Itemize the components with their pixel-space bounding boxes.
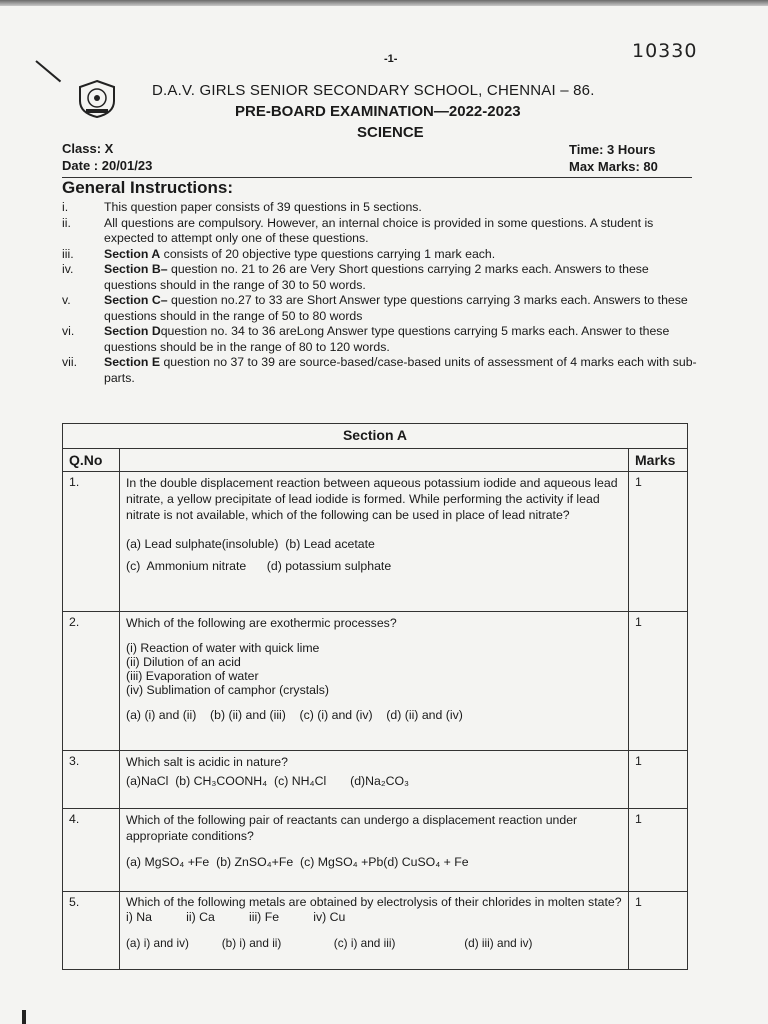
instruction-text: Section Dquestion no. 34 to 36 areLong Answer type questions carrying 5 marks each. Answer to these questions should be in the range of 80 to 120 words. xyxy=(104,324,670,354)
question-header-blank xyxy=(120,449,629,472)
instructions-list xyxy=(62,200,702,386)
list-item: (i) Reaction of water with quick lime xyxy=(126,641,320,655)
instruction-text: This question paper consists of 39 questions in 5 sections. xyxy=(104,200,422,214)
subject-title: SCIENCE xyxy=(357,124,424,141)
marks-value: 1 xyxy=(629,809,688,892)
instruction-text: Section E question no 37 to 39 are source-based/case-based units of assessment of 4 marks each with sub-parts. xyxy=(104,355,697,385)
question-cell xyxy=(120,472,629,612)
marks-value: 1 xyxy=(629,612,688,751)
list-item: (iii) Evaporation of water xyxy=(126,669,259,683)
question-number: 1. xyxy=(63,472,120,612)
section-title: Section A xyxy=(63,424,688,449)
table-row xyxy=(63,892,688,970)
marks-value: 1 xyxy=(629,892,688,970)
time-label: Time: 3 Hours xyxy=(569,142,656,157)
page-number: -1- xyxy=(384,53,398,65)
instruction-item xyxy=(62,293,702,324)
section-a-table xyxy=(62,423,688,970)
marks-header: Marks xyxy=(629,449,688,472)
question-number: 3. xyxy=(63,751,120,809)
school-name: D.A.V. GIRLS SENIOR SECONDARY SCHOOL, CHENNAI – 86. xyxy=(152,82,595,99)
instruction-text: Section A consists of 20 objective type questions carrying 1 mark each. xyxy=(104,246,496,261)
date-label: Date : 20/01/23 xyxy=(62,158,153,173)
instruction-number: vi. xyxy=(62,324,75,338)
instruction-number: vii. xyxy=(62,355,78,369)
instruction-number: iv. xyxy=(62,262,74,276)
instruction-item xyxy=(62,247,702,263)
list-item: i) Na ii) Ca iii) Fe iv) Cu xyxy=(126,910,346,924)
question-number: 5. xyxy=(63,892,120,970)
instruction-text: All questions are compulsory. However, an internal choice is provided in some questions. A student is expected to attempt only one of these questions. xyxy=(104,215,654,245)
instruction-item xyxy=(62,324,702,355)
table-row xyxy=(63,751,688,809)
instruction-item xyxy=(62,355,702,386)
instruction-item xyxy=(62,216,702,247)
instruction-text: Section B– question no. 21 to 26 are Very Short questions carrying 2 marks each. Answers to these questions should in the range of 30 to 50 words. xyxy=(104,262,649,292)
option-line: (a) (i) and (ii) (b) (ii) and (iii) (c) (i) and (iv) (d) (ii) and (iv) xyxy=(126,708,463,722)
table-row xyxy=(63,472,688,612)
question-cell xyxy=(120,751,629,809)
option-line: (a) i) and iv) (b) i) and ii) (c) i) and iii) (d) iii) and iv) xyxy=(126,936,533,950)
scan-top-edge xyxy=(0,0,768,6)
instructions-title: General Instructions: xyxy=(62,178,233,197)
instruction-item xyxy=(62,262,702,293)
question-number: 4. xyxy=(63,809,120,892)
question-number: 2. xyxy=(63,612,120,751)
option-line: (a) MgSO₄ +Fe (b) ZnSO₄+Fe (c) MgSO₄ +Pb(d) CuSO₄ + Fe xyxy=(126,855,469,869)
instruction-text: Section C– question no.27 to 33 are Short Answer type questions carrying 3 marks each. Answers to these questions should in the range of 50 to 80 words xyxy=(104,293,688,323)
instruction-number: ii. xyxy=(62,215,71,230)
question-text: Which of the following are exothermic processes? xyxy=(126,616,397,630)
qno-header: Q.No xyxy=(63,449,120,472)
instruction-number: iii. xyxy=(62,246,74,261)
marks-value: 1 xyxy=(629,472,688,612)
pen-stroke-mark xyxy=(35,60,61,82)
list-item: (iv) Sublimation of camphor (crystals) xyxy=(126,683,329,697)
instruction-item xyxy=(62,200,702,216)
option-line: (a)NaCl (b) CH₃COONH₄ (c) NH₄Cl (d)Na₂CO₃ xyxy=(126,774,410,788)
marks-value: 1 xyxy=(629,751,688,809)
question-cell xyxy=(120,809,629,892)
table-row xyxy=(63,612,688,751)
max-marks-label: Max Marks: 80 xyxy=(569,159,658,174)
option-line: (a) Lead sulphate(insoluble) (b) Lead acetate xyxy=(126,537,375,551)
instruction-number: i. xyxy=(62,200,69,214)
question-text: Which of the following metals are obtained by electrolysis of their chlorides in molten state? xyxy=(126,895,622,909)
option-line: (c) Ammonium nitrate (d) potassium sulphate xyxy=(126,559,392,573)
list-item: (ii) Dilution of an acid xyxy=(126,655,241,669)
question-text: Which salt is acidic in nature? xyxy=(126,755,288,769)
question-cell xyxy=(120,612,629,751)
handwritten-number: 10330 xyxy=(632,40,698,62)
question-text: Which of the following pair of reactants can undergo a displacement reaction under appropriate conditions? xyxy=(126,813,578,843)
question-cell xyxy=(120,892,629,970)
school-emblem-icon xyxy=(76,79,118,119)
exam-title: PRE-BOARD EXAMINATION—2022-2023 xyxy=(235,103,521,120)
instruction-number: v. xyxy=(62,293,71,307)
question-text: In the double displacement reaction between aqueous potassium iodide and aqueous lead nitrate, a yellow precipitate of lead iodide is formed. While performing the activity if lead nitrate is not available, which of the following can be used in place of lead nitrate? xyxy=(126,476,618,522)
table-row xyxy=(63,809,688,892)
scan-left-edge xyxy=(22,1010,26,1024)
class-label: Class: X xyxy=(62,141,114,156)
